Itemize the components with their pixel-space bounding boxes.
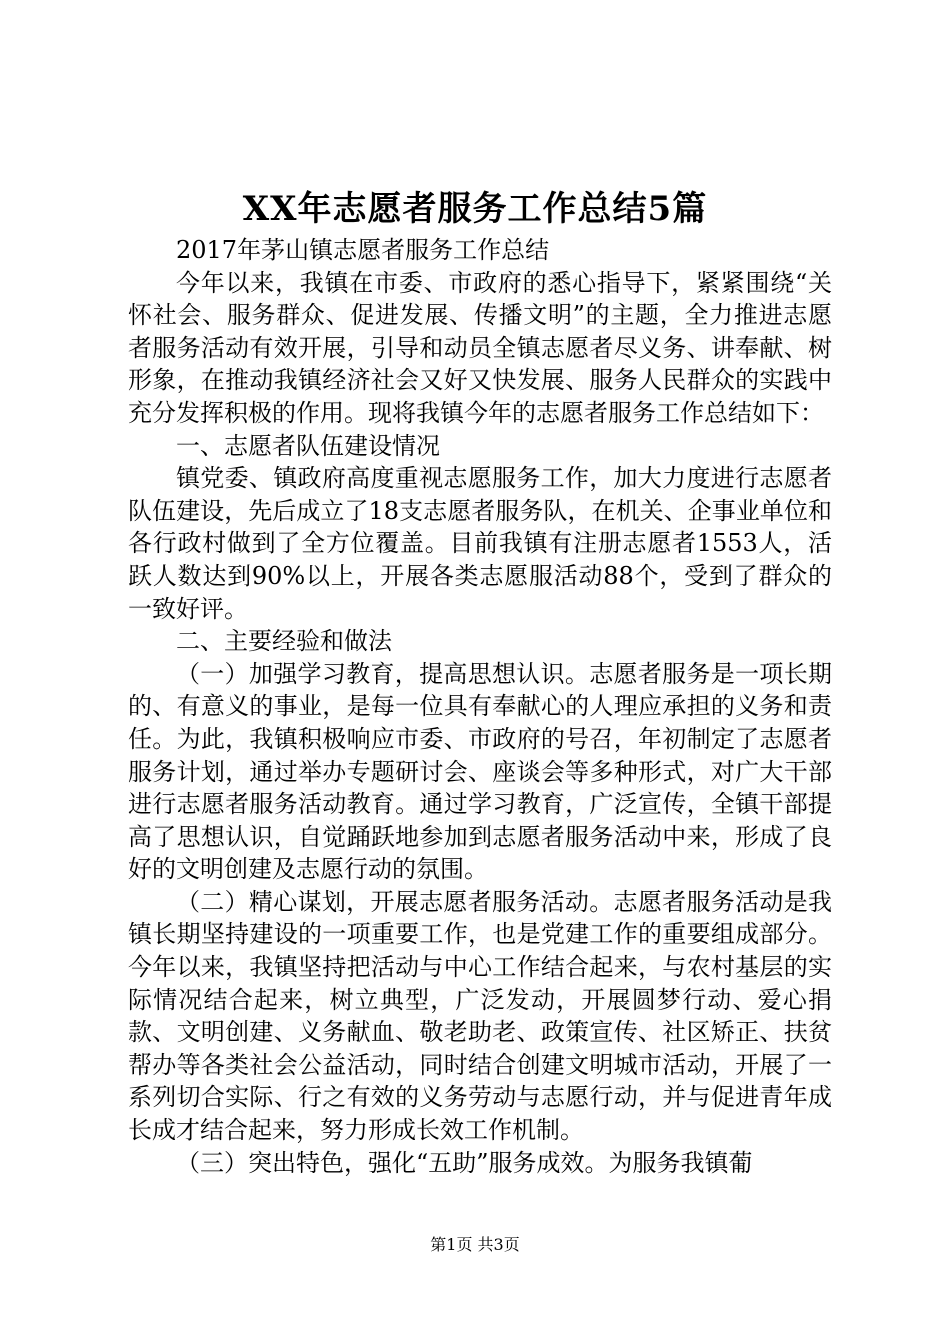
subsection-1-paragraph: （一）加强学习教育，提高思想认识。志愿者服务是一项长期的、有意义的事业，是每一位具有奉献心的人理应承担的义务和责任。为此，我镇积极响应市委、市政府的号召，年初制定了志愿者服务计划，通过举办专题研讨会、座谈会等多种形式，对广大干部进行志愿者服务活动教育。通过学习教育，广泛宣传，全镇干部提高了思想认识，自觉踊跃地参加到志愿者服务活动中来，形成了良好的文明创建及志愿行动的氛围。 <box>128 659 832 884</box>
document-title: XX年志愿者服务工作总结5篇 <box>242 189 708 229</box>
subsection-3-paragraph: （三）突出特色，强化“五助”服务成效。为服务我镇葡 <box>176 1148 753 1177</box>
section-1-paragraph: 镇党委、镇政府高度重视志愿服务工作，加大力度进行志愿者队伍建设，先后成立了18支志愿者服务队，在机关、企事业单位和各行政村做到了全方位覆盖。目前我镇有注册志愿者1553人，活跃人数达到90%以上，开展各类志愿服活动88个，受到了群众的一致好评。 <box>128 464 832 623</box>
subtitle-paragraph: 2017年茅山镇志愿者服务工作总结 <box>176 236 550 264</box>
subsection-2-paragraph: （二）精心谋划，开展志愿者服务活动。志愿者服务活动是我镇长期坚持建设的一项重要工作，也是党建工作的重要组成部分。今年以来，我镇坚持把活动与中心工作结合起来，与农村基层的实际情况结合起来，树立典型，广泛发动，开展圆梦行动、爱心捐款、文明创建、义务献血、敬老助老、政策宣传、社区矫正、扶贫帮办等各类社会公益活动，同时结合创建文明城市活动，开展了一系列切合实际、行之有效的义务劳动与志愿行动，并与促进青年成长成才结合起来，努力形成长效工作机制。 <box>128 887 832 1145</box>
page-footer: 第1页 共3页 <box>430 1235 520 1254</box>
intro-paragraph: 今年以来，我镇在市委、市政府的悉心指导下，紧紧围绕“关怀社会、服务群众、促进发展、传播文明”的主题，全力推进志愿者服务活动有效开展，引导和动员全镇志愿者尽义务、讲奉献、树形象，在推动我镇经济社会又好又快发展、服务人民群众的实践中充分发挥积极的作用。现将我镇今年的志愿者服务工作总结如下： <box>128 268 832 427</box>
document-body <box>128 234 832 1179</box>
section-heading-2: 二、主要经验和做法 <box>176 627 392 656</box>
section-heading-1: 一、志愿者队伍建设情况 <box>176 431 440 460</box>
